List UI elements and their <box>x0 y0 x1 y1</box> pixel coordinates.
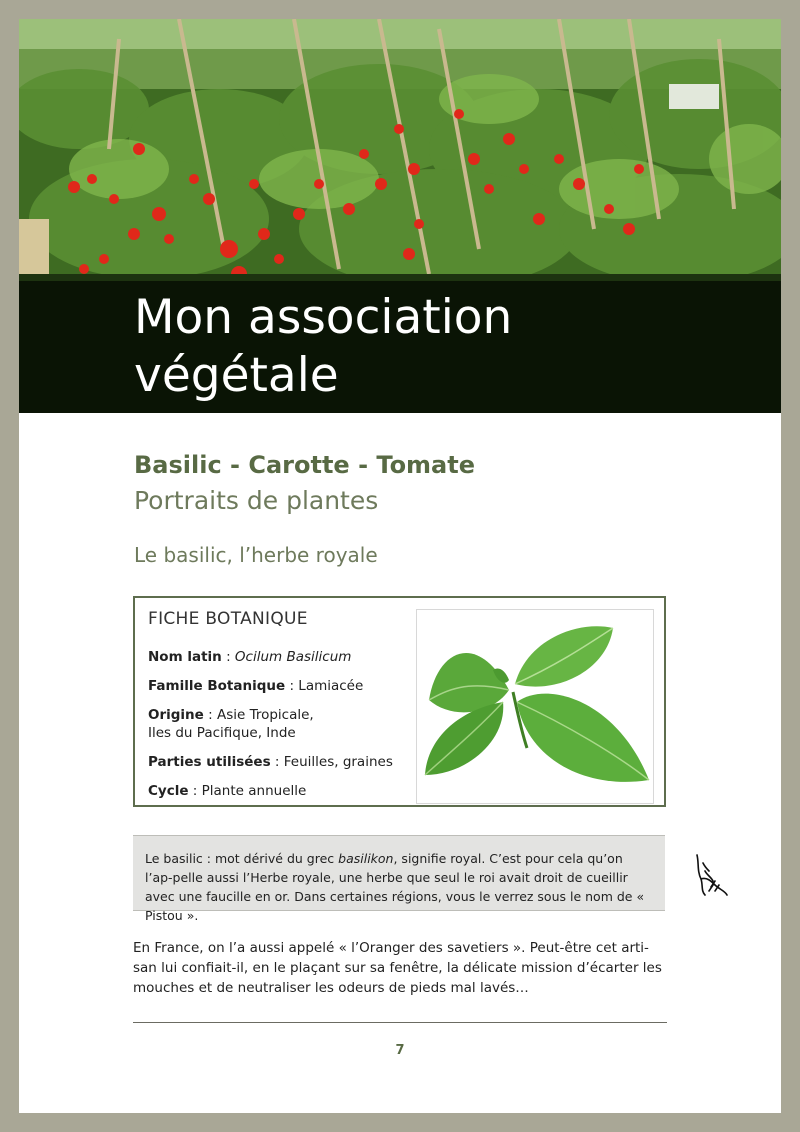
fiche-row-famille: Famille Botanique : Lamiacée <box>148 678 364 694</box>
basil-image <box>416 609 654 804</box>
plants-subtitle: Basilic - Carotte - Tomate <box>134 451 476 479</box>
fiche-row-value: Feuilles, graines <box>283 754 393 770</box>
quote-italic: basilikon <box>338 851 394 866</box>
page-title-line-1: Mon association <box>134 290 513 345</box>
fiche-row-value-line-2: Iles du Pacifique, Inde <box>148 725 296 741</box>
fiche-title: FICHE BOTANIQUE <box>148 609 308 629</box>
page-number: 7 <box>395 1043 405 1058</box>
quote-box: Le basilic : mot dérivé du grec basilikon, signifie royal. C’est pour cela qu’on l’ap-pelle aussi l’Herbe royale, une herbe que seul le roi avait droit de cueillir avec une faucille en or. Dans certaines régions, vous le verrez sous le nom de « Pistou ». <box>133 835 665 911</box>
fiche-row-label: Nom latin <box>148 649 222 665</box>
page-title-line-2: végétale <box>134 348 339 403</box>
portraits-subtitle: Portraits de plantes <box>134 486 379 515</box>
fiche-row-origine: Origine : Asie Tropicale, Iles du Pacifique, Inde <box>148 707 314 741</box>
page <box>19 19 781 1113</box>
pointing-hand-icon <box>691 851 731 899</box>
footer-divider <box>133 1022 667 1023</box>
fiche-row-label: Origine <box>148 707 204 723</box>
fiche-row-cycle: Cycle : Plante annuelle <box>148 783 307 799</box>
fiche-row-value: Asie Tropicale, <box>216 707 314 723</box>
basil-leaves-illustration <box>417 610 653 803</box>
section-heading: Le basilic, l’herbe royale <box>134 543 378 567</box>
fiche-row-label: Cycle <box>148 783 189 799</box>
fiche-row-value: Ocilum Basilicum <box>234 649 352 665</box>
fiche-row-label: Parties utilisées <box>148 754 271 770</box>
page-title <box>134 289 734 405</box>
fiche-row-label: Famille Botanique <box>148 678 286 694</box>
fiche-row-value: Plante annuelle <box>201 783 307 799</box>
fiche-row-value: Lamiacée <box>298 678 364 694</box>
body-paragraph: En France, on l’a aussi appelé « l’Oranger des savetiers ». Peut-être cet arti-san lui confiait-il, en le plaçant sur sa fenêtre, la délicate mission d’écarter les mouches et de neutraliser les odeurs de pieds mal lavés… <box>133 940 662 996</box>
fiche-row-parties: Parties utilisées : Feuilles, graines <box>148 754 393 770</box>
fiche-botanique-box <box>133 596 666 807</box>
fiche-row-nom-latin: Nom latin : Ocilum Basilicum <box>148 649 352 665</box>
fiche-rows <box>148 648 408 811</box>
